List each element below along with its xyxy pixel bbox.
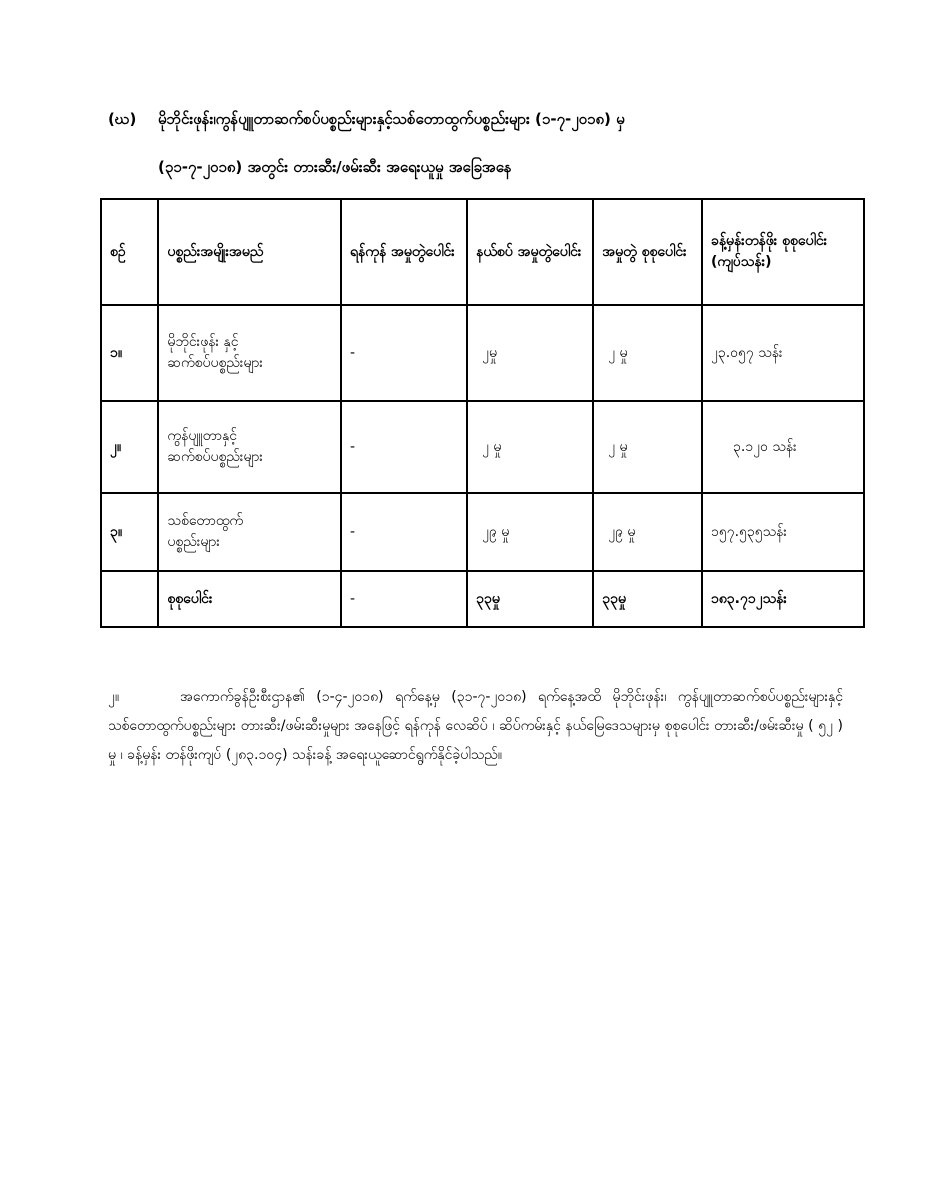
row-total-cases: ၂ မှု: [593, 305, 702, 401]
row-no: ၃။: [101, 493, 158, 571]
section-title-line1: မိုဘိုင်းဖုန်း၊ကွန်ပျူတာဆက်စပ်ပစ္စည်းများနှင့်သစ်တောထွက်ပစ္စည်းများ (၁-၇-၂၀၁၈) မှ: [158, 110, 625, 128]
total-no-empty: [101, 571, 158, 627]
table-header-row: [101, 199, 864, 305]
row-item-name: [158, 401, 341, 493]
row-item-name-line1: မိုဘိုင်းဖုန်း နှင့်: [167, 334, 239, 350]
header-border-cases: နယ်စပ် အမှုတွဲပေါင်း: [467, 199, 593, 305]
table-row: [101, 305, 864, 401]
section-title-line2: (၃၁-၇-၂၀၁၈) အတွင်း တားဆီး/ဖမ်းဆီး အရေးယူမှု အခြေအနေ: [158, 158, 512, 176]
row-item-name-line1: သစ်တောထွက်: [167, 513, 244, 529]
row-estimated-value: ၂၃.၀၅၇ သန်း: [702, 305, 864, 401]
summary-paragraph: [108, 683, 843, 770]
row-yangon-cases: -: [341, 305, 467, 401]
row-item-name-line2: ဆက်စပ်ပစ္စည်းများ: [167, 355, 263, 371]
section-label: (ဃ): [108, 110, 137, 128]
row-border-cases: ၂မှု: [467, 305, 593, 401]
row-estimated-value: ၁၅၇.၅၃၅သန်း: [702, 493, 864, 571]
row-yangon-cases: -: [341, 493, 467, 571]
row-no: ၁။: [101, 305, 158, 401]
total-border-cases: ၃၃မှု: [467, 571, 593, 627]
total-yangon-cases: -: [341, 571, 467, 627]
row-item-name-line1: ကွန်ပျူတာနှင့်: [167, 428, 237, 444]
row-no: ၂။: [101, 401, 158, 493]
paragraph-text: အကောက်ခွန်ဦးစီးဌာန၏ (၁-၄-၂၀၁၈) ရက်နေ့မှ (၃၁-၇-၂၀၁၈) ရက်နေ့အထိ မိုဘိုင်းဖုန်း၊ ကွန်ပျူတာဆက်စပ်ပစ္စည်းများနှင့် သစ်တောထွက်ပစ္စည်းများ တားဆီး/ဖမ်းဆီးမှုများ အနေဖြင့် ရန်ကုန် လေဆိပ် ၊ ဆိပ်ကမ်းနှင့် နယ်မြေဒေသများမှ စုစုပေါင်း တားဆီး/ဖမ်းဆီးမှု ( ၅၂ ) မှု ၊ ခန့်မှန်း တန်ဖိုးကျပ် (၂၈၃.၁၀၄) သန်းခန့် အရေးယူဆောင်ရွက်နိုင်ခဲ့ပါသည်။: [108, 689, 843, 763]
header-yangon-cases: ရန်ကုန် အမှုတွဲပေါင်း: [341, 199, 467, 305]
total-total-cases: ၃၃မှု: [593, 571, 702, 627]
table-row: [101, 493, 864, 571]
paragraph-number: ၂။: [108, 689, 120, 705]
row-border-cases: ၂ မှု: [467, 401, 593, 493]
total-estimated-value: ၁၈၃.၇၁၂သန်း: [702, 571, 864, 627]
header-item-name: ပစ္စည်းအမျိုးအမည်: [158, 199, 341, 305]
header-no: စဉ်: [101, 199, 158, 305]
header-estimated-value: ခန့်မှန်းတန်ဖိုး စုစုပေါင်း (ကျပ်သန်း): [702, 199, 864, 305]
row-total-cases: ၂၉ မှု: [593, 493, 702, 571]
total-label: စုစုပေါင်း: [158, 571, 341, 627]
seizure-table: [100, 198, 865, 628]
table-total-row: [101, 571, 864, 627]
section-heading: [108, 110, 808, 132]
row-estimated-value: ၃.၁၂၀ သန်း: [702, 401, 864, 493]
row-border-cases: ၂၉ မှု: [467, 493, 593, 571]
row-item-name-line2: ပစ္စည်းများ: [167, 534, 220, 550]
header-total-cases: အမှုတွဲ စုစုပေါင်း: [593, 199, 702, 305]
row-item-name: [158, 493, 341, 571]
table-row: [101, 401, 864, 493]
row-item-name: [158, 305, 341, 401]
row-item-name-line2: ဆက်စပ်ပစ္စည်းများ: [167, 449, 263, 465]
row-total-cases: ၂ မှု: [593, 401, 702, 493]
row-yangon-cases: -: [341, 401, 467, 493]
